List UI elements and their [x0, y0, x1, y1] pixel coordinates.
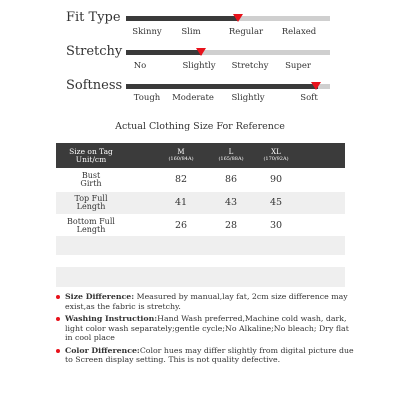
table-row [56, 192, 345, 214]
fit-type-fill [126, 16, 238, 21]
softness-track [126, 84, 330, 89]
empty-table-row [56, 267, 345, 287]
stretchy-label-super: Super [285, 61, 311, 71]
header-size-l-sub: (165/88A) [218, 156, 244, 162]
stretchy-track [126, 50, 330, 55]
table-row [56, 214, 345, 238]
size-table-header [56, 143, 345, 168]
row-value-m: 26 [174, 220, 188, 232]
row-value-xl: 90 [269, 174, 283, 186]
stretchy-label-stretchy: Stretchy [231, 61, 269, 71]
row-label-line1: Bust [81, 171, 101, 180]
header-size-m-sub: (160/84A) [168, 156, 194, 162]
softness-label-moderate: Moderate [172, 93, 214, 103]
note-size-difference [55, 292, 355, 311]
header-size-xl-sub: (170/92A) [263, 156, 289, 162]
stretchy-fill [126, 50, 202, 55]
note-text: Color hues may differ slightly from digital picture due to Screen display setting. This is not quality defective. [65, 345, 354, 364]
size-table-heading: Actual Clothing Size For Reference [115, 121, 285, 132]
row-label-line1: Top Full [74, 194, 108, 203]
bullet-dot-icon [56, 317, 60, 321]
note-color-difference [55, 346, 355, 365]
softness-label-tough: Tough [133, 93, 161, 103]
row-label-cell [56, 214, 126, 238]
row-label-cell [56, 192, 126, 214]
row-value-xl: 30 [269, 220, 283, 232]
softness-label-slightly: Slightly [231, 93, 265, 103]
fit-type-label-regular: Regular [228, 27, 264, 37]
note-text: Measured by manual,lay fat, 2cm size difference may exist,as the fabric is stretchy. [65, 292, 348, 311]
note-key: Washing Instruction: [65, 314, 158, 323]
stretchy-label-slightly: Slightly [182, 61, 216, 71]
row-value-l: 86 [224, 174, 238, 186]
note-key: Color Difference: [65, 345, 140, 355]
header-size-l-label: L [228, 148, 234, 156]
fit-type-track [126, 16, 330, 21]
row-label-line1: Bottom Full [67, 217, 115, 226]
header-size-xl-label: XL [271, 148, 281, 156]
softness-title: Softness [66, 78, 123, 93]
header-size-xl [246, 143, 306, 168]
header-label-line2: Unit/cm [75, 154, 107, 164]
softness-scale [0, 78, 400, 118]
softness-label-soft: Soft [300, 93, 318, 103]
notes-section [55, 292, 355, 368]
row-label-cell [56, 168, 126, 192]
row-value-l: 43 [224, 197, 238, 209]
row-label-line2: Length [76, 202, 106, 211]
softness-fill [126, 84, 318, 89]
row-value-xl: 45 [269, 197, 283, 209]
bullet-dot-icon [56, 349, 60, 353]
fit-type-marker-icon [233, 14, 243, 22]
fit-type-title: Fit Type [66, 10, 121, 25]
table-row [56, 168, 345, 192]
header-label-line1: Size on Tag [69, 147, 113, 156]
size-table [56, 143, 345, 238]
row-value-m: 41 [174, 197, 188, 209]
stretchy-title: Stretchy [66, 44, 123, 59]
row-label-line2: Girth [80, 179, 102, 188]
row-value-m: 82 [174, 174, 188, 186]
note-washing-instruction [55, 314, 355, 343]
note-text: Hand Wash preferred,Machine cold wash, dark, light color wash separately;gentle cycle;No Alkaline;No bleach; Dry flat in cool place [65, 314, 349, 342]
header-label-cell [56, 143, 126, 168]
stretchy-marker-icon [196, 48, 206, 56]
row-label-line2: Length [76, 225, 106, 234]
empty-table-row [56, 236, 345, 255]
note-key: Size Difference: [65, 292, 135, 301]
fit-type-label-skinny: Skinny [132, 27, 162, 37]
stretchy-label-no: No [133, 61, 147, 71]
bullet-dot-icon [56, 295, 60, 299]
row-value-l: 28 [224, 220, 238, 232]
softness-marker-icon [311, 82, 321, 90]
fit-type-label-slim: Slim [181, 27, 201, 37]
fit-type-label-relaxed: Relaxed [281, 27, 317, 37]
header-size-m-label: M [177, 148, 185, 156]
